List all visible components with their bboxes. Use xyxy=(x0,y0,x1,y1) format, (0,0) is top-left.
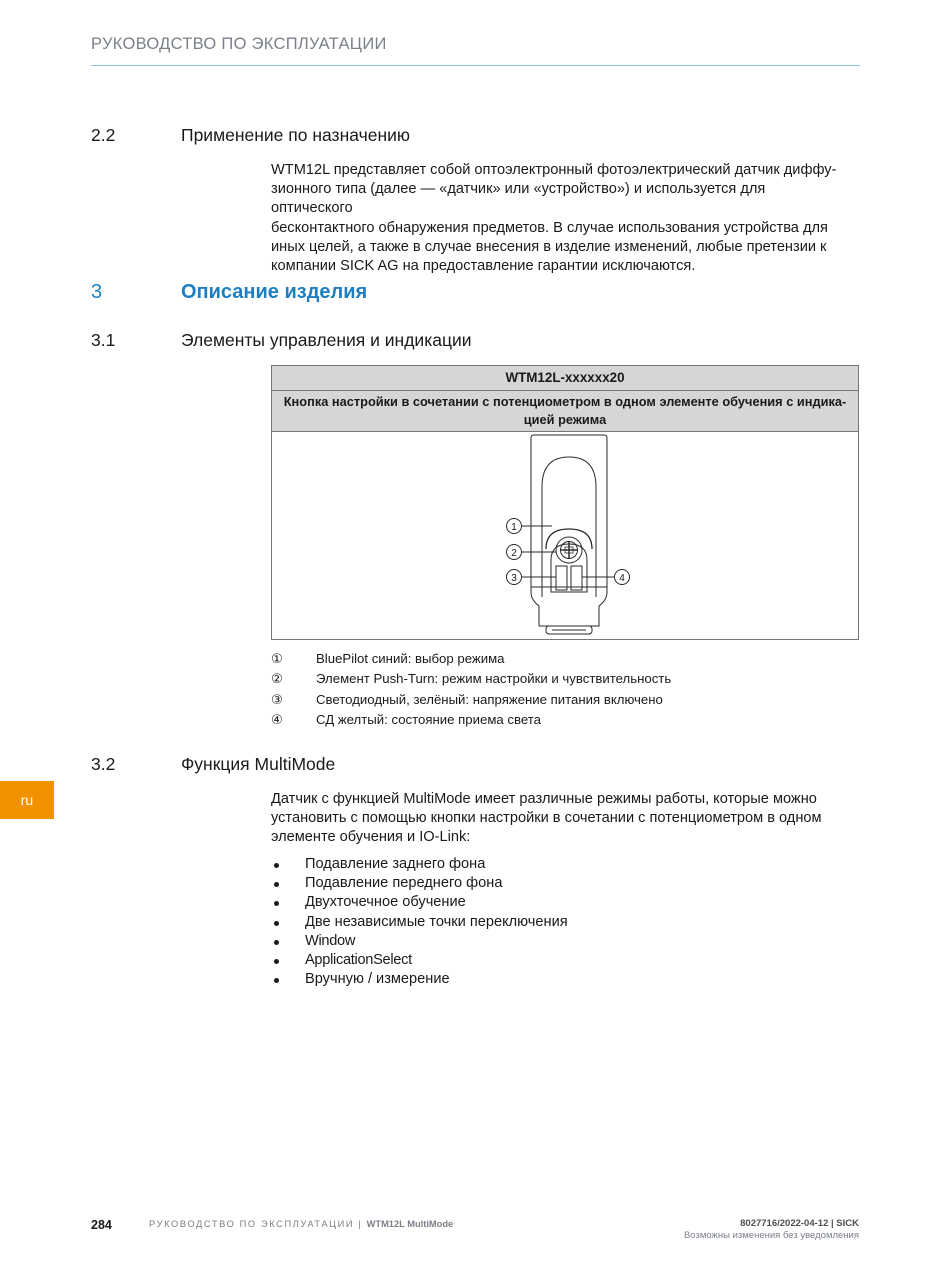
legend-text: СД желтый: состояние приема света xyxy=(316,712,541,727)
bullet-icon xyxy=(274,978,279,983)
bullet-icon xyxy=(274,940,279,945)
bullet-icon xyxy=(274,959,279,964)
bullet-icon xyxy=(274,921,279,926)
language-tab: ru xyxy=(0,781,54,819)
callout-1: 1 xyxy=(511,522,517,533)
list-item-text: Двухточечное обучение xyxy=(305,894,466,911)
list-item-text: Подавление переднего фона xyxy=(305,875,503,892)
text-line: компании SICK AG на предоставление гарантии исключаются. xyxy=(271,258,696,275)
running-header: РУКОВОДСТВО ПО ЭКСПЛУАТАЦИИ xyxy=(91,35,387,53)
text-line: установить с помощью кнопки настройки в сочетании с потенциометром в одном xyxy=(271,810,822,827)
list-item xyxy=(271,893,568,912)
table-subheader-line: Кнопка настройки в сочетании с потенциометром в одном элементе обучения с индика- xyxy=(283,394,847,409)
footer-product: WTM12L MultiMode xyxy=(366,1219,454,1229)
legend-number: ② xyxy=(271,671,283,686)
text-line: иных целей, а также в случае внесения в изделие изменений, любые претензии к xyxy=(271,238,827,255)
list-item xyxy=(271,970,568,989)
section-number-3-2: 3.2 xyxy=(91,754,116,774)
page-number: 284 xyxy=(91,1218,112,1232)
list-item xyxy=(271,951,568,970)
paragraph-multimode xyxy=(271,790,851,848)
header-divider xyxy=(91,65,860,66)
list-item-text: Вручную / измерение xyxy=(305,971,450,988)
text-line: бесконтактного обнаружения предметов. В случае использования устройства для xyxy=(271,219,828,236)
section-number-2-2: 2.2 xyxy=(91,125,116,145)
bullet-icon xyxy=(274,901,279,906)
footer-doc-id: 8027716/2022-04-12 | SICK xyxy=(740,1218,859,1229)
list-item xyxy=(271,855,568,874)
legend-number: ④ xyxy=(271,712,283,727)
list-item-text: ApplicationSelect xyxy=(305,951,412,968)
chapter-title-3: Описание изделия xyxy=(181,281,368,303)
text-line: зионного типа (далее — «датчик» или «устройство») и используется для оптического xyxy=(271,181,766,217)
text-line: элементе обучения и IO-Link: xyxy=(271,829,471,846)
callout-2: 2 xyxy=(511,548,517,559)
section-number-3-1: 3.1 xyxy=(91,330,116,350)
legend-text: Элемент Push-Turn: режим настройки и чувствительность xyxy=(316,671,672,686)
chapter-number-3: 3 xyxy=(91,281,103,303)
callout-4: 4 xyxy=(619,573,625,584)
list-item-text: Подавление заднего фона xyxy=(305,856,486,872)
bullet-icon xyxy=(274,882,279,887)
section-title-3-2: Функция MultiMode xyxy=(181,754,336,774)
footer-title: РУКОВОДСТВО ПО ЭКСПЛУАТАЦИИ xyxy=(149,1219,355,1229)
table-subheader-line: цией режима xyxy=(523,412,607,427)
callout-3: 3 xyxy=(511,573,517,584)
text-line: Датчик с функцией MultiMode имеет различные режимы работы, которые можно xyxy=(271,791,817,807)
table-subheader xyxy=(272,391,858,432)
footer-separator: | xyxy=(354,1219,367,1229)
controls-table xyxy=(271,365,859,640)
legend-number: ③ xyxy=(271,692,283,707)
legend-text: BluePilot синий: выбор режима xyxy=(316,651,505,666)
list-item-text: Window xyxy=(305,932,356,949)
paragraph-intended-use xyxy=(271,161,846,276)
sensor-device-drawing xyxy=(494,432,644,640)
list-item xyxy=(271,913,568,932)
section-title-2-2: Применение по назначению xyxy=(181,125,411,145)
section-title-3-1: Элементы управления и индикации xyxy=(181,330,472,350)
bullet-icon xyxy=(274,863,279,868)
table-header: WTM12L-xxxxxx20 xyxy=(272,366,858,391)
text-line: WTM12L представляет собой оптоэлектронный фотоэлектрический датчик диффу- xyxy=(271,162,837,178)
footer-notice: Возможны изменения без уведомления xyxy=(683,1230,859,1241)
mode-list xyxy=(271,855,568,989)
device-figure-cell xyxy=(272,432,858,640)
footer-doc-title xyxy=(149,1219,453,1229)
legend-number: ① xyxy=(271,651,283,666)
legend-text: Светодиодный, зелёный: напряжение питания включено xyxy=(316,692,663,707)
list-item xyxy=(271,932,568,951)
list-item-text: Две независимые точки переключения xyxy=(305,913,568,930)
list-item xyxy=(271,874,568,893)
